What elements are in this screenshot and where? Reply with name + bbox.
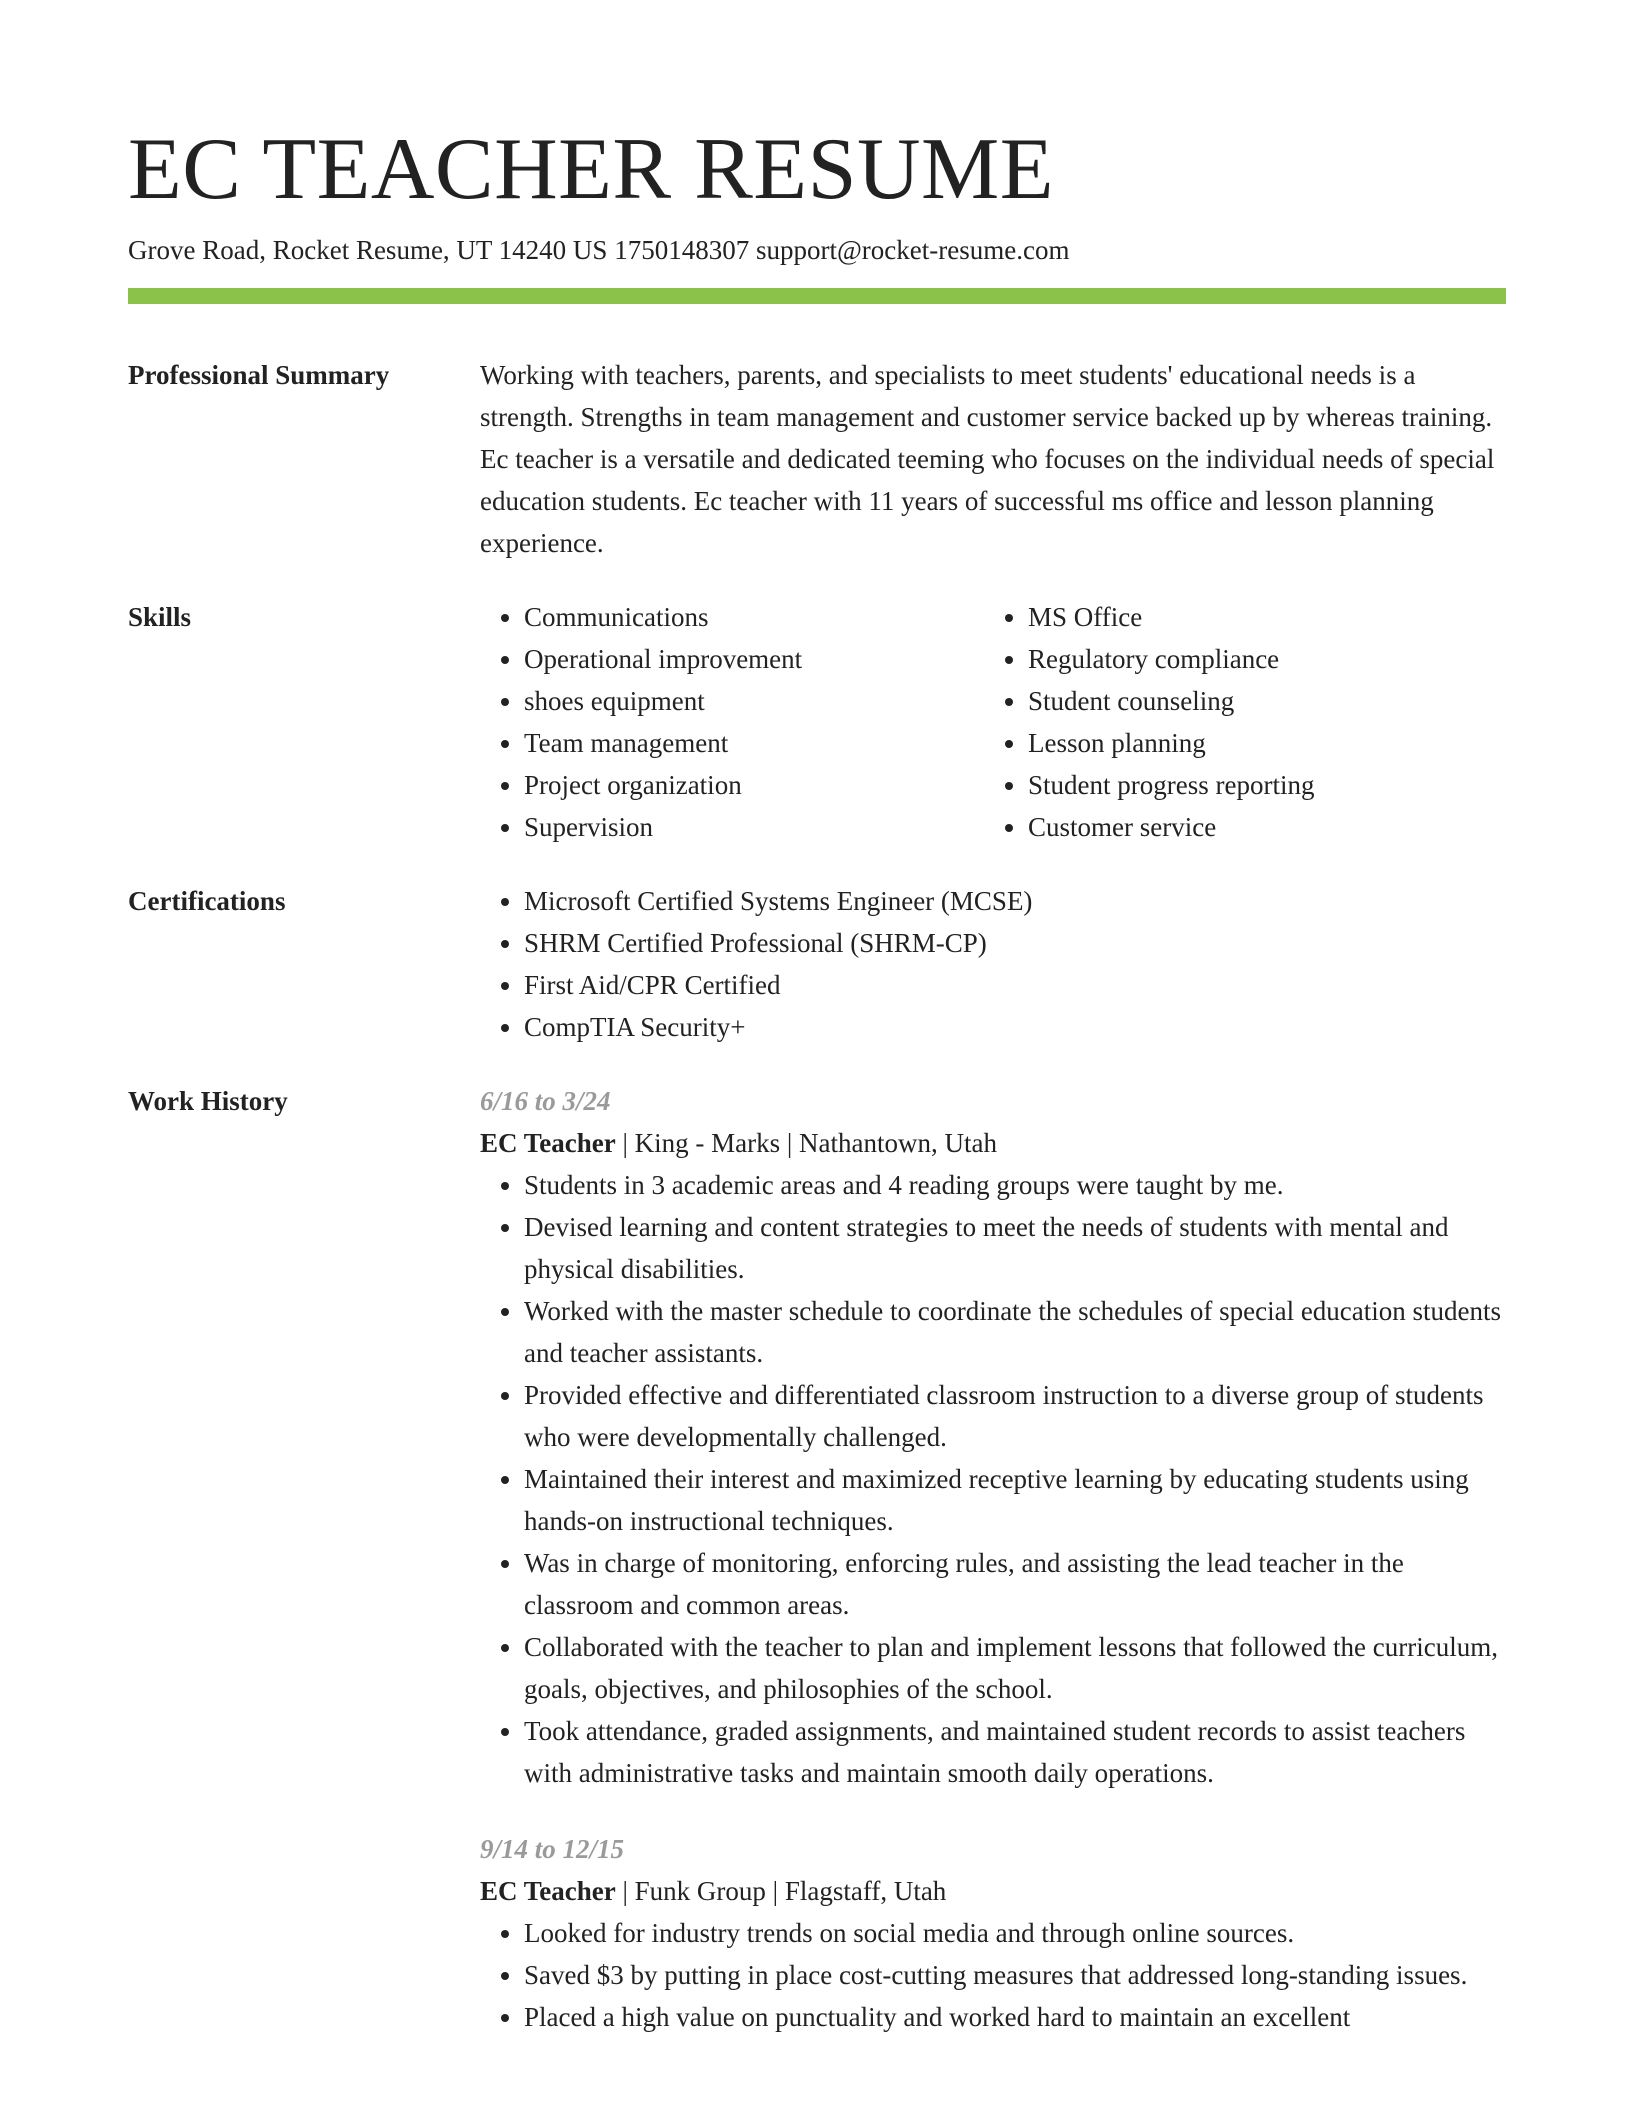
section-label-skills: Skills bbox=[128, 602, 192, 632]
job-task: • Devised learning and content strategies to meet the needs of students with mental and physical disabilities. bbox=[524, 1206, 1506, 1290]
skills-column-2 bbox=[984, 596, 1488, 848]
job-entry bbox=[480, 1828, 1506, 2038]
skill-item: • Student counseling bbox=[1028, 680, 1488, 722]
job-task: • Was in charge of monitoring, enforcing rules, and assisting the lead teacher in the classroom and common areas. bbox=[524, 1542, 1506, 1626]
skill-item: • Team management bbox=[524, 722, 984, 764]
summary-text: Working with teachers, parents, and specialists to meet students' educational needs is a strength. Strengths in team management and customer service backed up by whereas training. Ec teacher is a versatile and dedicated teeming who focuses on the individual needs of special education students. Ec teacher with 11 years of successful ms office and lesson planning experience. bbox=[480, 360, 1495, 558]
job-entry bbox=[480, 1080, 1506, 1794]
professional-summary-section bbox=[128, 354, 1506, 564]
certification-item: • SHRM Certified Professional (SHRM-CP) bbox=[524, 922, 1506, 964]
accent-divider bbox=[128, 288, 1506, 304]
skill-item: • Regulatory compliance bbox=[1028, 638, 1488, 680]
resume-title: EC TEACHER RESUME bbox=[128, 121, 1055, 218]
skills-section bbox=[128, 596, 1506, 848]
job-task-list bbox=[480, 1912, 1506, 2038]
job-heading bbox=[480, 1870, 1506, 1912]
skill-item: • Student progress reporting bbox=[1028, 764, 1488, 806]
skill-item: • Project organization bbox=[524, 764, 984, 806]
skills-column-1 bbox=[480, 596, 984, 848]
section-label-certifications: Certifications bbox=[128, 886, 286, 916]
work-history-body bbox=[480, 1080, 1506, 2038]
job-title: EC Teacher bbox=[480, 1876, 616, 1906]
job-task: • Collaborated with the teacher to plan and implement lessons that followed the curriculum, goals, objectives, and philosophies of the school. bbox=[524, 1626, 1506, 1710]
job-task: • Students in 3 academic areas and 4 reading groups were taught by me. bbox=[524, 1164, 1506, 1206]
certification-item: • Microsoft Certified Systems Engineer (MCSE) bbox=[524, 880, 1506, 922]
section-label-work-history: Work History bbox=[128, 1086, 288, 1116]
skill-item: • Customer service bbox=[1028, 806, 1488, 848]
work-history-section bbox=[128, 1080, 1506, 2038]
skill-item: • shoes equipment bbox=[524, 680, 984, 722]
job-dates: 9/14 to 12/15 bbox=[480, 1834, 625, 1864]
certification-item: • First Aid/CPR Certified bbox=[524, 964, 1506, 1006]
job-task: • Saved $3 by putting in place cost-cutting measures that addressed long-standing issues. bbox=[524, 1954, 1506, 1996]
certifications-list bbox=[480, 880, 1506, 1048]
contact-line: Grove Road, Rocket Resume, UT 14240 US 1750148307 support@rocket-resume.com bbox=[128, 235, 1070, 265]
skill-item: • Communications bbox=[524, 596, 984, 638]
skills-grid bbox=[480, 596, 1506, 848]
job-task: • Took attendance, graded assignments, and maintained student records to assist teachers with administrative tasks and maintain smooth daily operations. bbox=[524, 1710, 1506, 1794]
section-label-summary: Professional Summary bbox=[128, 360, 390, 390]
skill-item: • Supervision bbox=[524, 806, 984, 848]
job-task: • Looked for industry trends on social media and through online sources. bbox=[524, 1912, 1506, 1954]
job-task: • Placed a high value on punctuality and worked hard to maintain an excellent bbox=[524, 1996, 1506, 2038]
skill-item: • Lesson planning bbox=[1028, 722, 1488, 764]
job-task-list bbox=[480, 1164, 1506, 1794]
certification-item: • CompTIA Security+ bbox=[524, 1006, 1506, 1048]
skill-item: • MS Office bbox=[1028, 596, 1488, 638]
job-dates: 6/16 to 3/24 bbox=[480, 1086, 611, 1116]
resume-page bbox=[128, 0, 1506, 2038]
job-title: EC Teacher bbox=[480, 1128, 616, 1158]
job-task: • Worked with the master schedule to coordinate the schedules of special education students and teacher assistants. bbox=[524, 1290, 1506, 1374]
skill-item: • Operational improvement bbox=[524, 638, 984, 680]
job-task: • Provided effective and differentiated classroom instruction to a diverse group of students who were developmentally challenged. bbox=[524, 1374, 1506, 1458]
job-details: | Funk Group | Flagstaff, Utah bbox=[615, 1876, 947, 1906]
job-task: • Maintained their interest and maximized receptive learning by educating students using hands-on instructional techniques. bbox=[524, 1458, 1506, 1542]
certifications-body bbox=[480, 880, 1506, 1048]
job-heading bbox=[480, 1122, 1506, 1164]
certifications-section bbox=[128, 880, 1506, 1048]
job-details: | King - Marks | Nathantown, Utah bbox=[615, 1128, 998, 1158]
